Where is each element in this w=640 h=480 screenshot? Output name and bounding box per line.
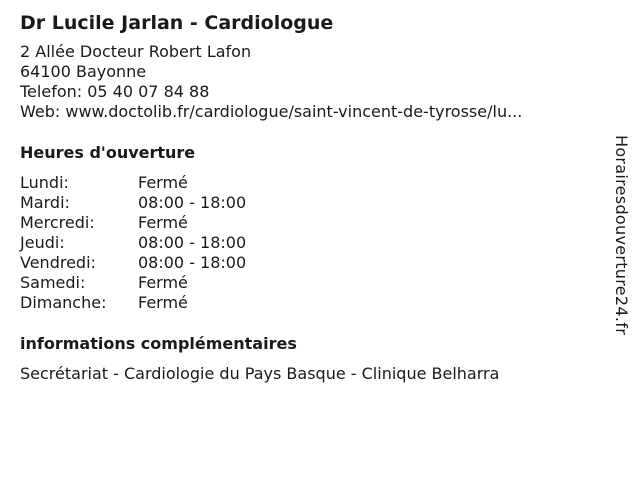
day-label: Lundi: bbox=[20, 173, 69, 192]
day-label: Vendredi: bbox=[20, 253, 96, 272]
hours-row-sunday bbox=[20, 293, 600, 313]
site-watermark: Horairesdouverture24.fr bbox=[612, 135, 631, 336]
hours-row-friday bbox=[20, 253, 600, 273]
day-hours: Fermé bbox=[138, 213, 188, 232]
address-street: 2 Allée Docteur Robert Lafon bbox=[20, 42, 252, 61]
day-hours: 08:00 - 18:00 bbox=[138, 253, 247, 272]
hours-heading: Heures d'ouverture bbox=[20, 143, 196, 162]
info-text: Secrétariat - Cardiologie du Pays Basque - Clinique Belharra bbox=[20, 364, 500, 383]
page-title: Dr Lucile Jarlan - Cardiologue bbox=[20, 12, 334, 34]
hours-row-saturday bbox=[20, 273, 600, 293]
day-label: Samedi: bbox=[20, 273, 86, 292]
day-hours: 08:00 - 18:00 bbox=[138, 193, 247, 212]
phone-number[interactable]: Telefon: 05 40 07 84 88 bbox=[20, 82, 210, 101]
doctor-card bbox=[20, 10, 600, 384]
day-hours: Fermé bbox=[138, 173, 188, 192]
day-label: Mardi: bbox=[20, 193, 70, 212]
day-hours: 08:00 - 18:00 bbox=[138, 233, 247, 252]
hours-row-monday bbox=[20, 173, 600, 193]
address-city: 64100 Bayonne bbox=[20, 62, 147, 81]
hours-list bbox=[20, 173, 600, 313]
day-label: Dimanche: bbox=[20, 293, 107, 312]
day-label: Jeudi: bbox=[20, 233, 65, 252]
hours-row-thursday bbox=[20, 233, 600, 253]
day-hours: Fermé bbox=[138, 273, 188, 292]
hours-row-tuesday bbox=[20, 193, 600, 213]
website-link[interactable]: Web: www.doctolib.fr/cardiologue/saint-vincent-de-tyrosse/lu... bbox=[20, 102, 523, 121]
info-heading: informations complémentaires bbox=[20, 334, 297, 353]
day-hours: Fermé bbox=[138, 293, 188, 312]
day-label: Mercredi: bbox=[20, 213, 95, 232]
hours-row-wednesday bbox=[20, 213, 600, 233]
